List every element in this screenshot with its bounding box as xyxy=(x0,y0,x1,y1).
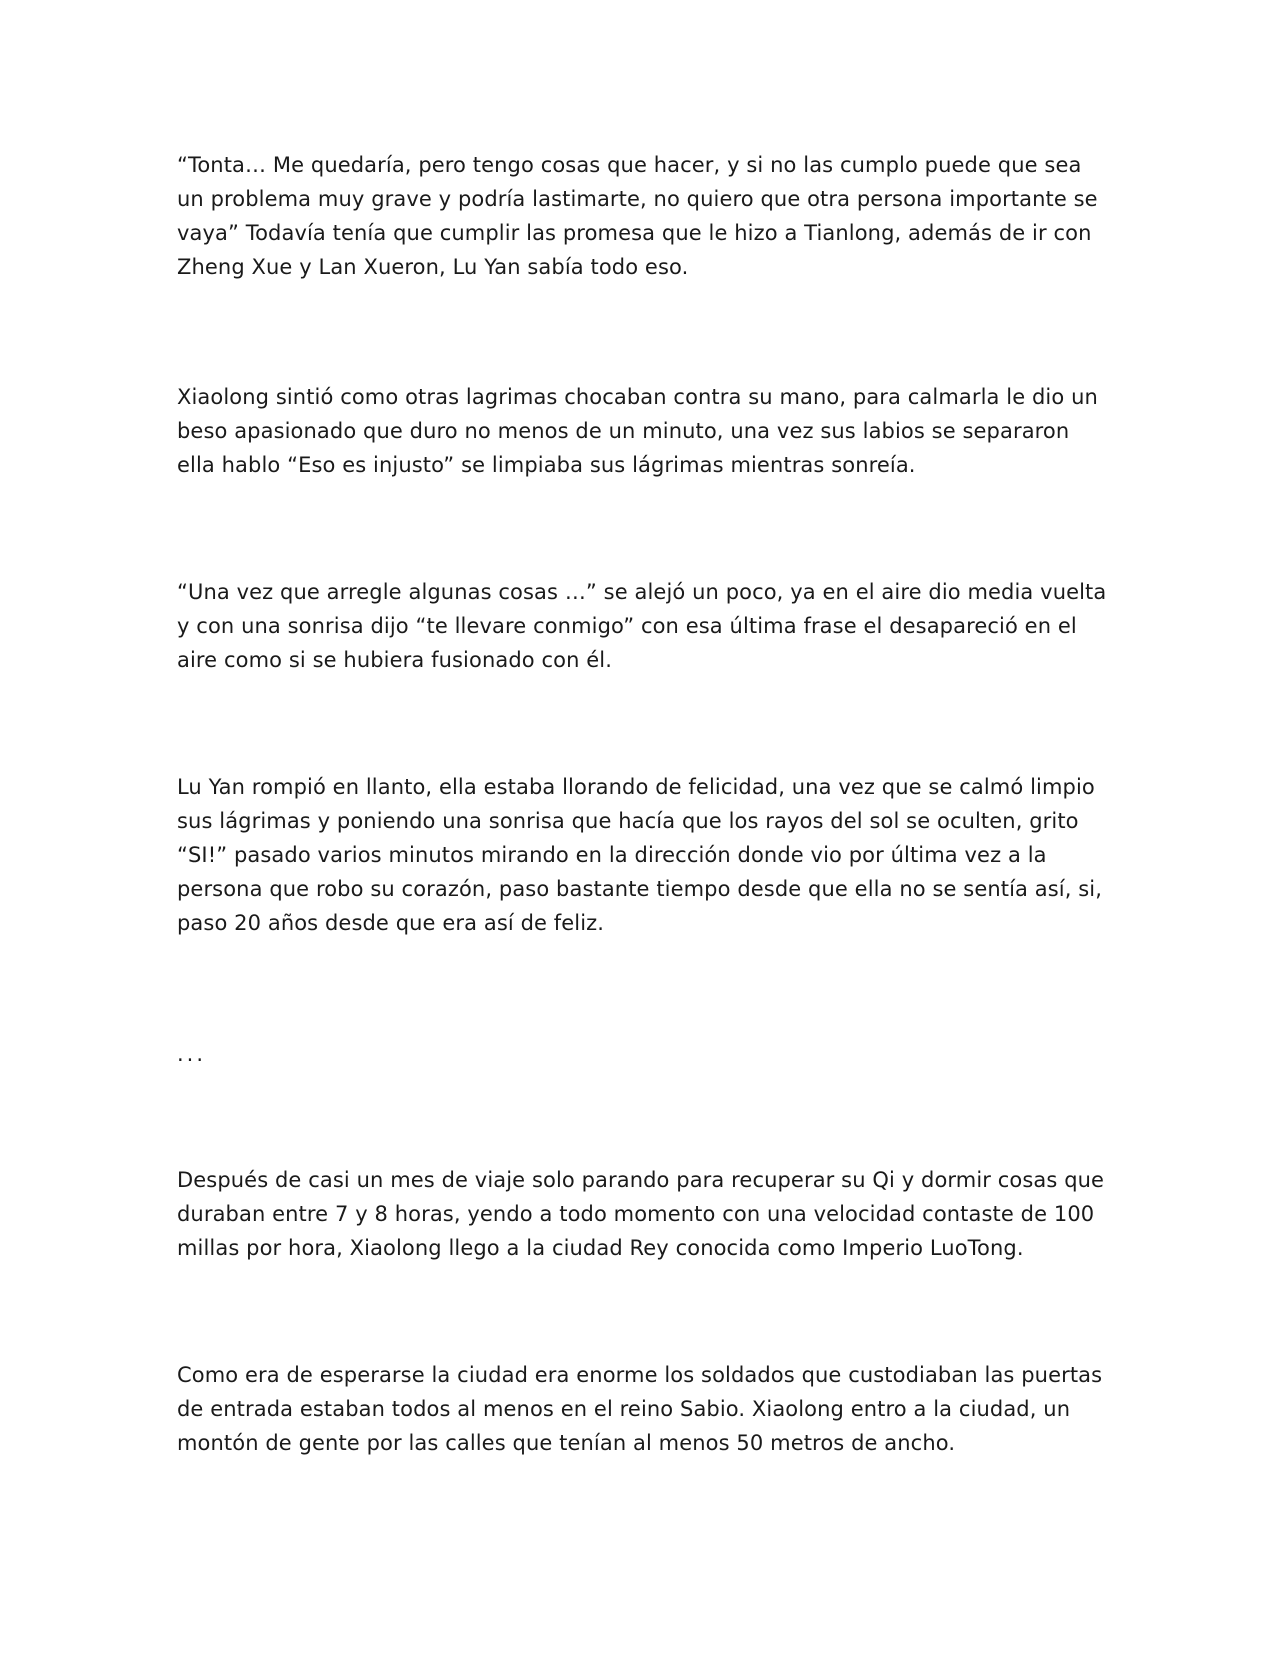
paragraph: Como era de esperarse la ciudad era enorme los soldados que custodiaban las puertas de entrada estaban todos al menos en el reino Sabio. Xiaolong entro a la ciudad, un montón de gente por las calles que tenían al menos 50 metros de ancho. xyxy=(177,1363,1103,1455)
paragraph: “Tonta… Me quedaría, pero tengo cosas que hacer, y si no las cumplo puede que sea un problema muy grave y podría lastimarte, no quiero que otra persona importante se vaya” Todavía tenía que cumplir las promesa que le hizo a Tianlong, además de ir con Zheng Xue y Lan Xueron, Lu Yan sabía todo eso. xyxy=(177,153,1098,279)
paragraph: “Una vez que arregle algunas cosas …” se alejó un poco, ya en el aire dio media vuelta y con una sonrisa dijo “te llevare conmigo” con esa última frase el desapareció en el aire como si se hubiera fusionado con él. xyxy=(177,580,1107,672)
paragraph: Después de casi un mes de viaje solo parando para recuperar su Qi y dormir cosas que duraban entre 7 y 8 horas, yendo a todo momento con una velocidad contaste de 100 millas por hora, Xiaolong llego a la ciudad Rey conocida como Imperio LuoTong. xyxy=(177,1168,1105,1260)
scene-break-ellipsis: ... xyxy=(177,1042,207,1066)
paragraph: Lu Yan rompió en llanto, ella estaba llorando de felicidad, una vez que se calmó limpio sus lágrimas y poniendo una sonrisa que hacía que los rayos del sol se oculten, grito “SI!” pasado varios minutos mirando en la dirección donde vio por última vez a la persona que robo su corazón, paso bastante tiempo desde que ella no se sentía así, si, paso 20 años desde que era así de feliz. xyxy=(177,775,1103,935)
paragraph: Xiaolong sintió como otras lagrimas chocaban contra su mano, para calmarla le dio un beso apasionado que duro no menos de un minuto, una vez sus labios se separaron ella hablo “Eso es injusto” se limpiaba sus lágrimas mientras sonreía. xyxy=(177,385,1098,477)
